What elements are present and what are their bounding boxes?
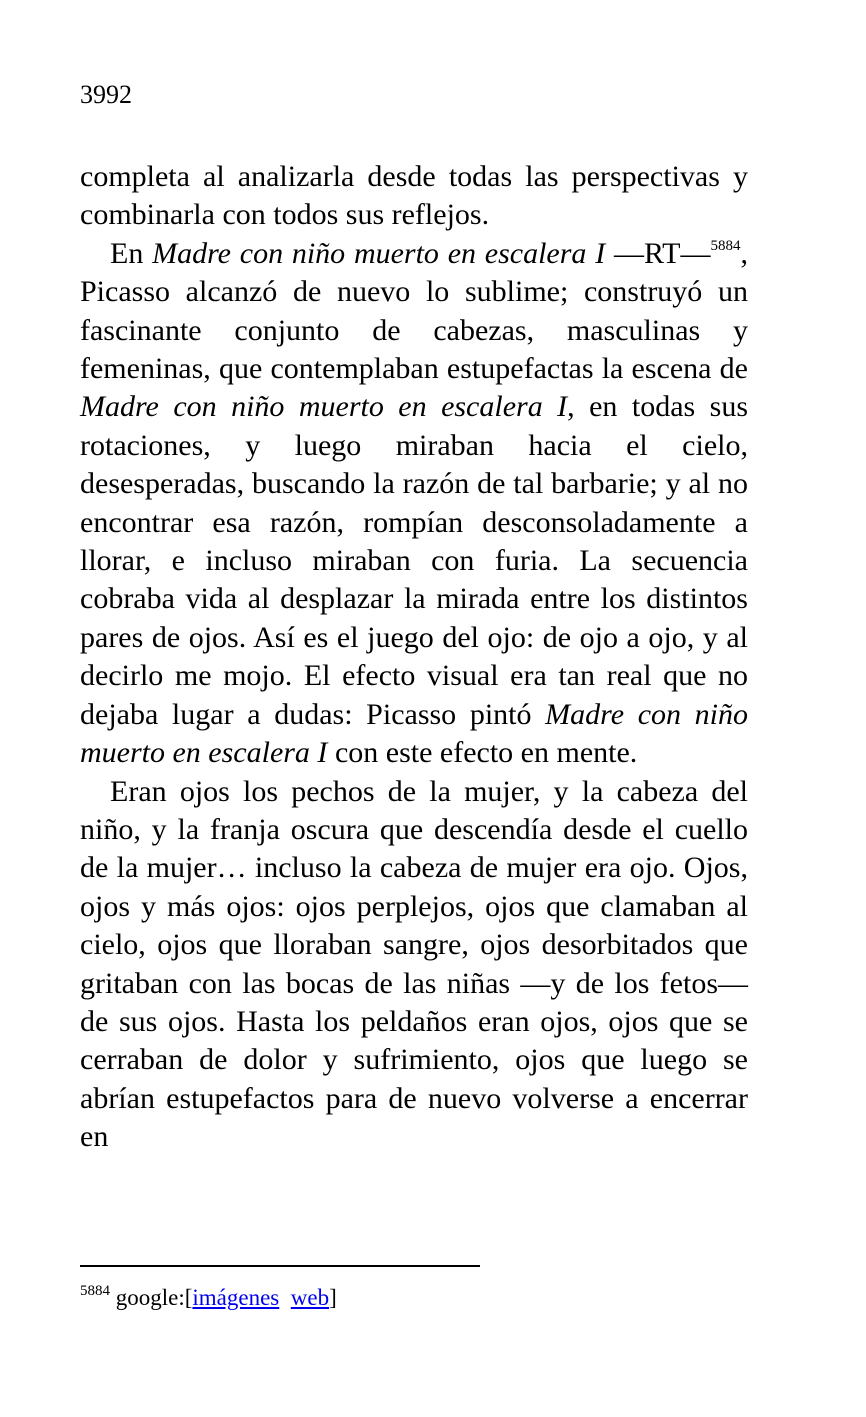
text-run: con este efecto en mente. xyxy=(327,736,638,770)
paragraph-continuation: completa al analizarla desde todas las perspectivas y combinarla con todos sus reflejos. xyxy=(80,160,748,232)
footnote xyxy=(80,1283,337,1313)
web-link[interactable]: web xyxy=(290,1285,330,1310)
footnote-divider xyxy=(80,1265,480,1267)
artwork-title: Madre con niño muerto en escalera I xyxy=(152,236,606,270)
images-link[interactable]: imágenes xyxy=(192,1285,280,1310)
footnote-suffix: ] xyxy=(329,1285,337,1310)
text-run: En xyxy=(110,236,153,270)
text-run: , en todas sus rotaciones, y luego miraban hacia el cielo, desesperadas, buscando la razón de tal barbarie; y al no encontrar esa razón, rompían desconsoladamente a llorar, e incluso miraban con furia. La secuencia cobraba vida al desplazar la mirada entre los distintos pares de ojos. Así es el juego del ojo: de ojo a ojo, y al decirlo me mojo. El efecto visual era tan real que no dejaba lugar a dudas: Picasso pintó xyxy=(80,390,748,731)
paragraph-madre-con-nino xyxy=(80,235,748,773)
paragraph-eran-ojos: Eran ojos los pechos de la mujer, y la cabeza del niño, y la franja oscura que descendía desde el cuello de la mujer… incluso la cabeza de mujer era ojo. Ojos, ojos y más ojos: ojos perplejos, ojos que clamaban al cielo, ojos que lloraban sangre, ojos desorbitados que gritaban con las bocas de las niñas —y de los fetos— de sus ojos. Hasta los peldaños eran ojos, ojos que se cerraban de dolor y sufrimiento, ojos que luego se abrían estupefactos para de nuevo volverse a encerrar en xyxy=(80,774,748,1154)
body-text xyxy=(80,158,748,1157)
text-run: , Picasso alcanzó de nuevo lo sublime; construyó un fascinante conjunto de cabezas, masculinas y femeninas, que contemplaban estupefactas la escena de xyxy=(80,236,748,386)
footnote-reference[interactable]: 5884 xyxy=(710,237,741,254)
footnote-prefix: google:[ xyxy=(115,1285,193,1310)
page-number: 3992 xyxy=(80,80,132,109)
footnote-number: 5884 xyxy=(80,1283,110,1299)
artwork-title: Madre con niño muerto en escalera I xyxy=(80,390,568,424)
artwork-title: Madre con niño muerto en escalera I xyxy=(80,697,748,770)
text-run: —RT— xyxy=(605,236,711,270)
